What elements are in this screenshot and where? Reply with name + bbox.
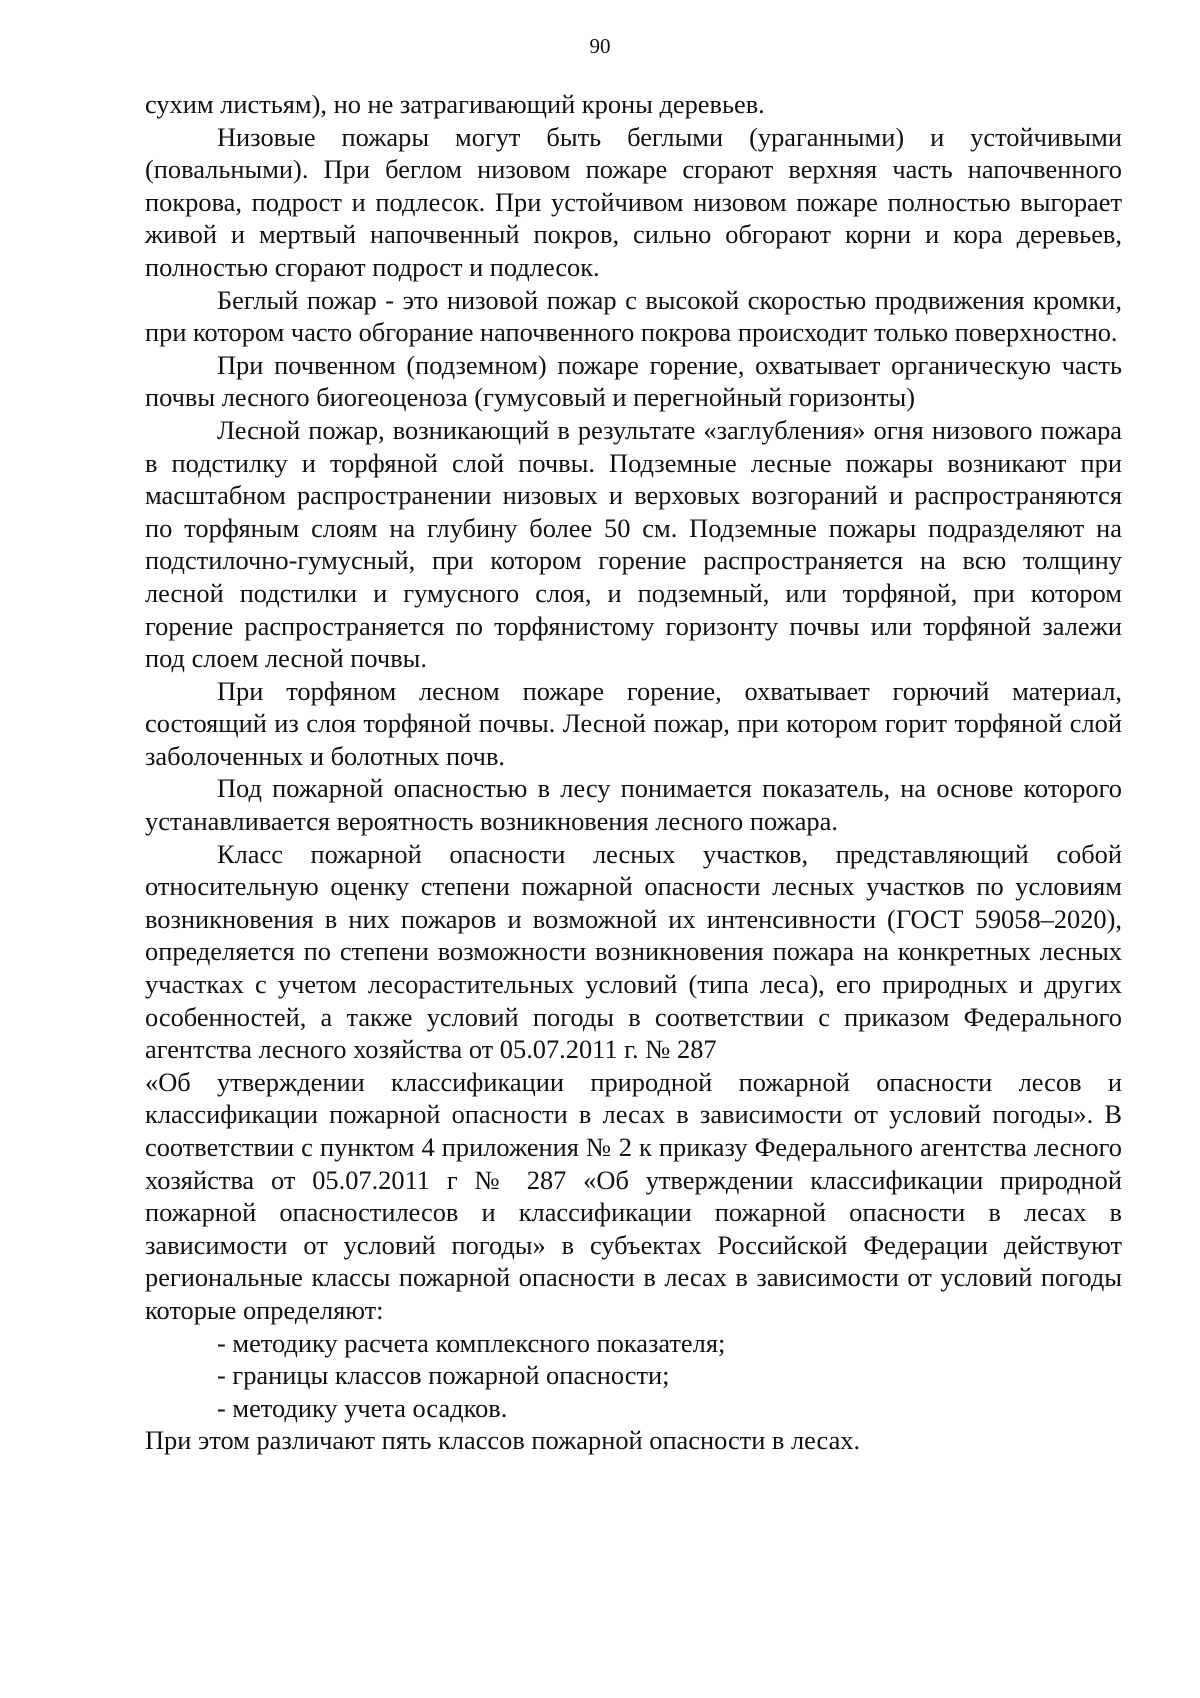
paragraph-9: «Об утверждении классификации природной пожарной опасности лесов и классификации пожарной опасности в лесах в зависимости от условий погоды». В соответствии с пунктом 4 приложения № 2 к приказу Федерального агентства лесного хозяйства от 05.07.2011 г № 287 «Об утверждении классификации природной пожарной опасностилесов и классификации пожарной опасности в лесах в зависимости от условий погоды» в субъектах Российской Федерации действуют региональные классы пожарной опасности в лесах в зависимости от условий погоды которые определяют: [145, 1066, 1122, 1325]
paragraph-6: При торфяном лесном пожаре горение, охватывает горючий материал, состоящий из слоя торфяной почвы. Лесной пожар, при котором горит торфяной слой заболоченных и болотных почв. [145, 675, 1122, 771]
paragraph-7: Под пожарной опасностью в лесу понимается показатель, на основе которого устанавливается вероятность возникновения лесного пожара. [145, 773, 1122, 837]
paragraph-4: При почвенном (подземном) пожаре горение, охватывает органическую часть почвы лесного биогеоценоза (гумусовый и перегнойный горизонты) [145, 349, 1122, 413]
body-text [145, 88, 1122, 1457]
paragraph-8: Класс пожарной опасности лесных участков, представляющий собой относительную оценку степени пожарной опасности лесных участков по условиям возникновения в них пожаров и возможной их интенсивности (ГОСТ 59058–2020), определяется по степени возможности возникновения пожара на конкретных лесных участках с учетом лесорастительных условий (типа леса), его природных и других особенностей, а также условий погоды в соответствии с приказом Федерального агентства лесного хозяйства от 05.07.2011 г. № 287 [145, 838, 1122, 1065]
list-item-1: - методику расчета комплексного показателя; [217, 1327, 726, 1358]
page-number: 90 [589, 34, 611, 58]
list-item-2: - границы классов пожарной опасности; [217, 1360, 670, 1391]
paragraph-3: Беглый пожар - это низовой пожар с высокой скоростью продвижения кромки, при котором часто обгорание напочвенного покрова происходит только поверхностно. [145, 284, 1122, 348]
paragraph-1: сухим листьям), но не затрагивающий кроны деревьев. [145, 89, 765, 119]
paragraph-2: Низовые пожары могут быть беглыми (ураганными) и устойчивыми (повальными). При беглом низовом пожаре сгорают верхняя часть напочвенного покрова, подрост и подлесок. При устойчивом низовом пожаре полностью выгорает живой и мертвый напочвенный покров, сильно обгорают корни и кора деревьев, полностью сгорают подрост и подлесок. [145, 121, 1122, 282]
paragraph-final: При этом различают пять классов пожарной опасности в лесах. [145, 1425, 861, 1456]
list-item-3: - методику учета осадков. [217, 1392, 508, 1423]
paragraph-5: Лесной пожар, возникающий в результате «заглубления» огня низового пожара в подстилку и торфяной слой почвы. Подземные лесные пожары возникают при масштабном распространении низовых и верховых возгораний и распространяются по торфяным слоям на глубину более 50 см. Подземные пожары подразделяют на подстилочно-гумусный, при котором горение распространяется на всю толщину лесной подстилки и гумусного слоя, и подземный, или торфяной, при котором горение распространяется по торфянистому горизонту почвы или торфяной залежи под слоем лесной почвы. [145, 414, 1122, 674]
